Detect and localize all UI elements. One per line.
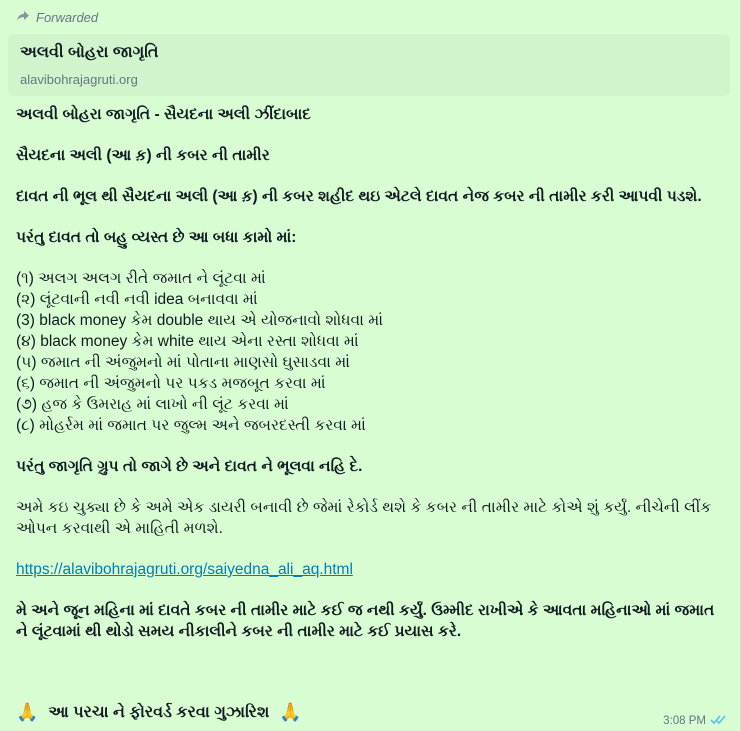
list-item: (૨) લૂંટવાની નવી નવી idea બનાવવા માં bbox=[16, 291, 258, 308]
message-footer bbox=[16, 702, 302, 723]
message-subheading: સૈયદના અલી (આ ક઼) ની કબર ની તામીર bbox=[16, 147, 270, 164]
message-paragraph-5: મે અને જૂન મહિના માં દાવતે કબર ની તામીર માટે કઈ જ નથી કર્યું. ઉમ્મીદ રાખીએ કે આવતા મહિનાઓ માં જમાત ને લૂંટવામાં થી થોડો સમય નીકાલીને કબર ની તામીર માટે કઈ પ્રયાસ કરે. bbox=[16, 602, 715, 640]
list-item: (૭) હજ કે ઉમરાહ માં લાખો ની લૂંટ કરવા માં bbox=[16, 396, 289, 413]
message-meta bbox=[663, 714, 726, 728]
footer-text: આ પરચા ને ફોરવર્ડ કરવા ગુઝારિશ bbox=[48, 703, 270, 721]
folded-hands-icon: 🙏 bbox=[279, 702, 302, 722]
double-check-icon bbox=[710, 714, 726, 728]
list-item: (૪) black money કેમ white થાય એના રસ્તા શોધવા માં bbox=[16, 333, 359, 350]
link-preview-domain: alavibohrajagruti.org bbox=[20, 72, 138, 87]
list-item: (3) black money કેમ double થાય એ યોજનાવો શોધવા માં bbox=[16, 312, 384, 329]
article-link[interactable]: https://alavibohrajagruti.org/saiyedna_ali_aq.html bbox=[16, 561, 353, 578]
list-item: (૬) જમાત ની અંજુમનો પર પકડ મજબૂત કરવા માં bbox=[16, 375, 326, 392]
forwarded-label: Forwarded bbox=[36, 10, 99, 25]
message-paragraph-4: અમે કઇ ચુક્યા છે કે અમે એક ડાયરી બનાવી છે જેમાં રેકોર્ડ થશે કે કબર ની તામીર માટે કોએ શું કર્યું. નીચેની લીંક ઓપન કરવાથી એ માહિતી મળશે. bbox=[16, 499, 712, 537]
link-preview-card[interactable] bbox=[8, 34, 730, 96]
message-paragraph-2: પરંતુ દાવત તો બહુ વ્યસ્ત છે આ બધા કામો માં: bbox=[16, 229, 297, 246]
forward-arrow-icon bbox=[16, 10, 30, 25]
list-item: (૮) મોહર્રમ માં જમાત પર જુલ્મ અને જબરદસ્તી કરવા માં bbox=[16, 417, 366, 434]
task-list bbox=[16, 268, 728, 436]
message-paragraph-1: દાવત ની ભૂલ થી સૈયદના અલી (આ ક઼) ની કબર શહીદ થઇ એટલે દાવત નેજ કબર ની તામીર કરી આપવી પડશે. bbox=[16, 188, 702, 205]
forwarded-indicator bbox=[16, 10, 98, 25]
list-item: (૫) જમાત ની અંજુમનો માં પોતાના માણસો ઘુસાડવા માં bbox=[16, 354, 350, 371]
message-heading: અલવી બોહરા જાગૃતિ - સૈયદના અલી ઝીંદાબાદ bbox=[16, 106, 311, 123]
list-item: (૧) અલગ અલગ રીતે જમાત ને લૂંટવા માં bbox=[16, 270, 266, 287]
message-paragraph-3: પરંતુ જાગૃતિ ગ્રુપ તો જાગે છે અને દાવત ને ભૂલવા નહિ દે. bbox=[16, 458, 363, 475]
link-preview-title: અલવી બોહરા જાગૃતિ bbox=[20, 44, 159, 61]
folded-hands-icon: 🙏 bbox=[16, 702, 39, 722]
timestamp: 3:08 PM bbox=[663, 715, 706, 727]
message-text bbox=[16, 104, 728, 642]
